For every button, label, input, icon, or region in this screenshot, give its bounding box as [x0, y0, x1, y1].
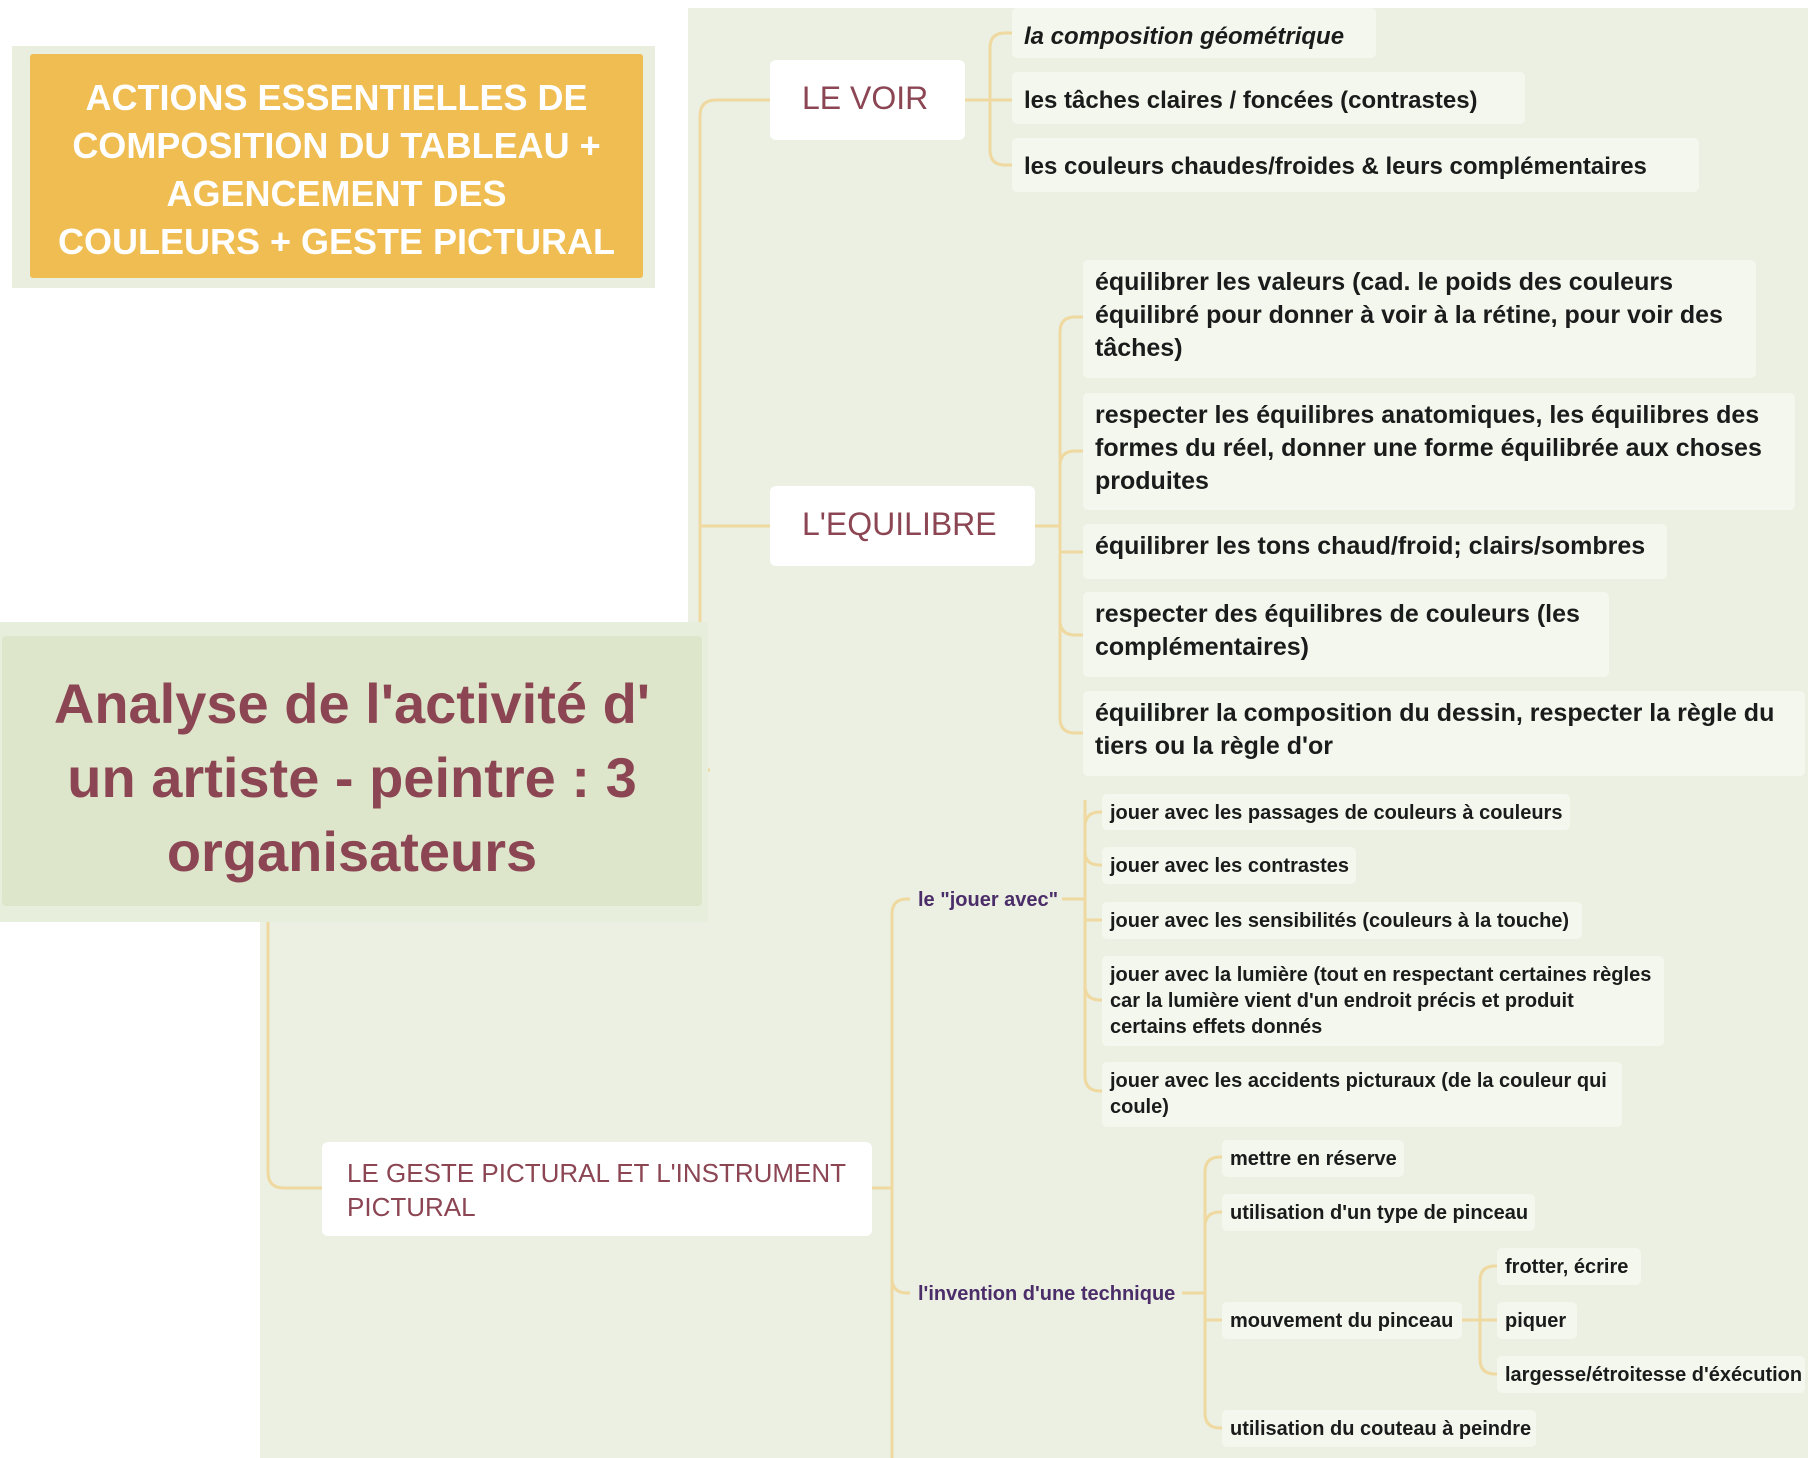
leaf-invention-4[interactable]: [1222, 1410, 1536, 1447]
leaf-label: les couleurs chaudes/froides & leurs complémentaires: [1024, 153, 1647, 180]
leaf-jouer-2[interactable]: [1102, 847, 1356, 884]
branch-label-line: PICTURAL: [347, 1192, 476, 1222]
leaf-line: équilibrer les tons chaud/froid; clairs/sombres: [1095, 532, 1646, 560]
central-topic-line: organisateurs: [166, 820, 538, 883]
leaf-label: frotter, écrire: [1505, 1256, 1629, 1278]
leaf-line: jouer avec les passages de couleurs à couleurs: [1110, 802, 1563, 824]
leaf-line: jouer avec la lumière (tout en respectant certaines règles: [1110, 964, 1652, 986]
leaf-invention-2[interactable]: [1222, 1194, 1535, 1231]
branch-geste-pictural[interactable]: [322, 1142, 872, 1236]
leaf-line: tâches): [1095, 334, 1183, 362]
leaf-voir-1[interactable]: [1012, 8, 1376, 58]
leaf-label: largesse/étroitesse d'éxécution: [1505, 1364, 1803, 1386]
leaf-line: car la lumière vient d'un endroit précis et produit: [1110, 990, 1574, 1012]
leaf-line: produites: [1095, 467, 1209, 495]
leaf-jouer-5[interactable]: [1102, 1062, 1622, 1127]
leaf-mouvement-3[interactable]: [1497, 1356, 1805, 1393]
header-box-line: AGENCEMENT DES: [166, 173, 507, 214]
branch-label: L'EQUILIBRE: [802, 506, 997, 542]
leaf-mouvement-2[interactable]: [1497, 1302, 1577, 1339]
leaf-voir-3[interactable]: [1012, 138, 1699, 192]
leaf-jouer-3[interactable]: [1102, 902, 1582, 939]
leaf-voir-2[interactable]: [1012, 72, 1525, 124]
branch-label: LE VOIR: [802, 80, 929, 116]
leaf-line: respecter les équilibres anatomiques, les équilibres des: [1095, 401, 1760, 429]
leaf-label: utilisation d'un type de pinceau: [1230, 1202, 1529, 1224]
leaf-equilibre-2[interactable]: [1083, 393, 1795, 510]
leaf-line: coule): [1110, 1096, 1169, 1118]
leaf-line: certains effets donnés: [1110, 1016, 1323, 1038]
leaf-label: la composition géométrique: [1024, 23, 1345, 50]
leaf-invention-3[interactable]: [1222, 1302, 1462, 1339]
central-topic-line: Analyse de l'activité d': [53, 672, 651, 735]
leaf-equilibre-1[interactable]: [1083, 260, 1756, 378]
central-topic[interactable]: [2, 636, 702, 906]
leaf-equilibre-5[interactable]: [1083, 691, 1805, 776]
subbranch-jouer-avec[interactable]: [910, 884, 1062, 916]
leaf-label: utilisation du couteau à peindre: [1230, 1418, 1532, 1440]
branch-label-line: LE GESTE PICTURAL ET L'INSTRUMENT: [347, 1158, 847, 1188]
header-box-line: COULEURS + GESTE PICTURAL: [57, 221, 616, 262]
subbranch-invention-technique[interactable]: [910, 1278, 1182, 1310]
header-box-line: COMPOSITION DU TABLEAU +: [72, 125, 601, 166]
leaf-line: jouer avec les sensibilités (couleurs à la touche): [1110, 910, 1570, 932]
subbranch-label: l'invention d'une technique: [918, 1283, 1176, 1305]
branch-equilibre[interactable]: [770, 486, 1035, 566]
subbranch-label: le "jouer avec": [918, 889, 1059, 911]
leaf-line: complémentaires): [1095, 633, 1309, 661]
leaf-label: mettre en réserve: [1230, 1148, 1397, 1170]
leaf-jouer-1[interactable]: [1102, 794, 1570, 830]
leaf-equilibre-3[interactable]: [1083, 524, 1667, 579]
leaf-label: les tâches claires / foncées (contrastes): [1024, 87, 1478, 114]
leaf-mouvement-1[interactable]: [1497, 1248, 1641, 1285]
leaf-line: équilibrer les valeurs (cad. le poids des couleurs: [1095, 268, 1673, 296]
leaf-line: équilibré pour donner à voir à la rétine, pour voir des: [1095, 301, 1723, 329]
leaf-equilibre-4[interactable]: [1083, 592, 1609, 677]
leaf-line: formes du réel, donner une forme équilibrée aux choses: [1095, 434, 1762, 462]
leaf-line: tiers ou la règle d'or: [1095, 732, 1333, 760]
leaf-label: piquer: [1505, 1310, 1567, 1332]
header-box-line: ACTIONS ESSENTIELLES DE: [85, 77, 588, 118]
leaf-line: équilibrer la composition du dessin, respecter la règle du: [1095, 699, 1775, 727]
leaf-jouer-4[interactable]: [1102, 956, 1664, 1046]
branch-le-voir[interactable]: [770, 60, 965, 140]
leaf-line: respecter des équilibres de couleurs (les: [1095, 600, 1580, 628]
leaf-line: jouer avec les accidents picturaux (de la couleur qui: [1110, 1070, 1607, 1092]
leaf-line: jouer avec les contrastes: [1110, 855, 1350, 877]
header-box[interactable]: [30, 54, 643, 278]
central-topic-line: un artiste - peintre : 3: [67, 746, 637, 809]
leaf-invention-1[interactable]: [1222, 1140, 1404, 1177]
leaf-label: mouvement du pinceau: [1230, 1310, 1454, 1332]
